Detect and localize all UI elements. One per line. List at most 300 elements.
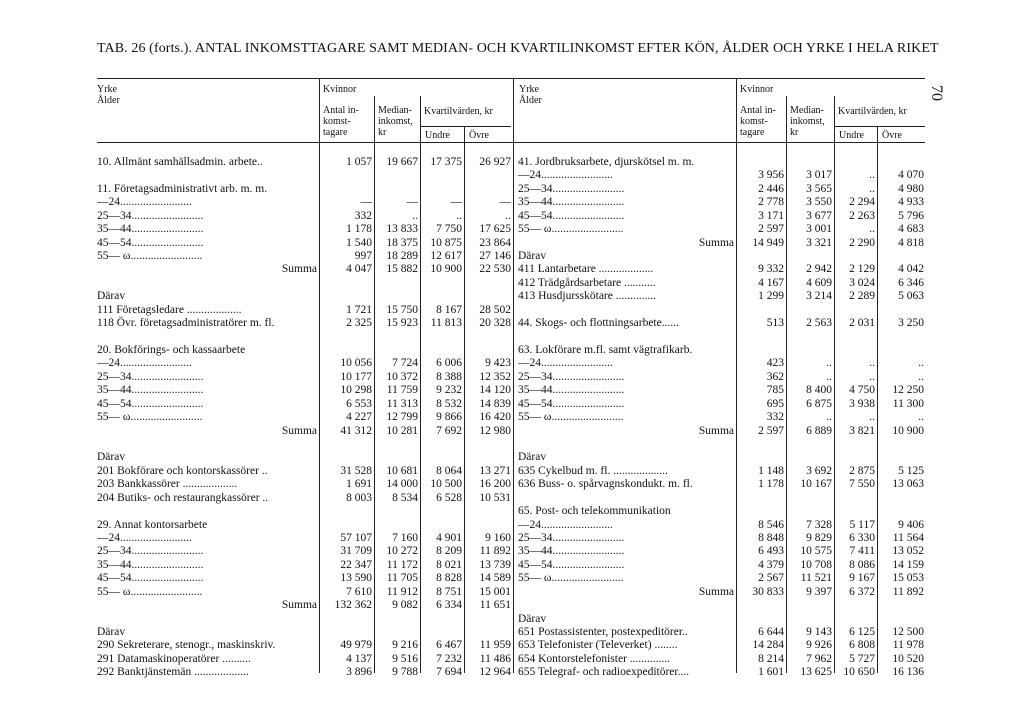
- cell-undre: 6 372: [849, 585, 875, 598]
- cell-antal: 4 379: [758, 558, 784, 571]
- cell-ovre: 12 250: [892, 384, 924, 397]
- cell-median: 3 565: [806, 182, 832, 195]
- cell-antal: 6 553: [346, 397, 372, 410]
- row-label: [97, 330, 317, 344]
- left-header-median-3: kr: [378, 127, 387, 138]
- right-col-divider-2: [786, 96, 787, 673]
- cell-antal: [321, 276, 372, 290]
- cell-antal: 2 325: [346, 317, 372, 330]
- cell-median: [788, 303, 832, 317]
- cell-undre: [836, 343, 875, 357]
- row-label: Därav: [518, 612, 547, 625]
- cell-undre: 10 900: [430, 263, 462, 276]
- row-label: [518, 437, 734, 451]
- cell-antal: [738, 343, 784, 357]
- cell-ovre: 13 052: [892, 545, 924, 558]
- cell-antal: 785: [766, 384, 784, 397]
- cell-ovre: [466, 276, 511, 290]
- cell-median: 11 705: [386, 572, 418, 585]
- cell-antal: [738, 612, 784, 626]
- cell-median: 11 912: [386, 585, 418, 598]
- left-col-divider-2: [374, 96, 375, 673]
- cell-median: ..: [826, 411, 832, 424]
- row-label: Därav: [97, 290, 126, 303]
- cell-undre: 2 875: [849, 464, 875, 477]
- cell-antal: 332: [766, 411, 784, 424]
- cell-ovre: [466, 612, 511, 626]
- top-rule: [97, 78, 925, 79]
- cell-undre: [422, 276, 462, 290]
- cell-median: 12 799: [386, 411, 418, 424]
- cell-undre: —: [450, 196, 462, 209]
- cell-antal: 41 312: [340, 424, 372, 437]
- row-label: —24.........................: [518, 357, 613, 370]
- row-label: [97, 168, 317, 182]
- cell-ovre: [879, 343, 924, 357]
- right-col-divider-3: [834, 96, 835, 673]
- cell-median: 9 516: [392, 652, 418, 665]
- cell-antal: 2 446: [758, 182, 784, 195]
- cell-undre: 2 289: [849, 290, 875, 303]
- right-kvartil-rule: [834, 126, 925, 127]
- cell-ovre: 4 070: [898, 169, 924, 182]
- cell-median: 10 708: [800, 558, 832, 571]
- cell-ovre: 6 346: [898, 276, 924, 289]
- cell-ovre: 5 063: [898, 290, 924, 303]
- row-label: 201 Bokförare och kontorskassörer ..: [97, 464, 268, 477]
- row-label: [97, 437, 317, 451]
- cell-undre: 8 064: [436, 464, 462, 477]
- cell-median: 13 833: [386, 223, 418, 236]
- cell-median: [376, 276, 418, 290]
- cell-median: 2 563: [806, 317, 832, 330]
- header-bottom-rule: [97, 142, 925, 143]
- cell-antal: 2 778: [758, 196, 784, 209]
- cell-antal: 9 332: [758, 263, 784, 276]
- cell-median: [376, 450, 418, 464]
- cell-antal: 30 833: [752, 585, 784, 598]
- cell-median: 11 172: [386, 558, 418, 571]
- cell-undre: 17 375: [430, 156, 462, 168]
- cell-ovre: 14 839: [479, 397, 511, 410]
- right-col-divider-4: [877, 126, 878, 673]
- cell-undre: [836, 249, 875, 263]
- cell-ovre: [879, 504, 924, 518]
- row-label: 10. Allmänt samhällsadmin. arbete..: [97, 156, 263, 168]
- cell-antal: 4 227: [346, 411, 372, 424]
- left-header-yrke: Yrke: [97, 84, 117, 95]
- cell-antal: 2 597: [758, 424, 784, 437]
- cell-median: 7 962: [806, 652, 832, 665]
- right-header-antal-3: tagare: [740, 127, 765, 138]
- cell-antal: [738, 330, 784, 344]
- cell-ovre: [879, 598, 924, 612]
- summa-label: Summa: [698, 236, 734, 249]
- cell-median: 3 017: [806, 169, 832, 182]
- cell-antal: [321, 289, 372, 303]
- cell-antal: 7 610: [346, 585, 372, 598]
- cell-ovre: 9 423: [485, 357, 511, 370]
- cell-median: ..: [826, 357, 832, 370]
- row-label: 25—34.........................: [518, 370, 625, 383]
- row-label: 45—54.........................: [518, 209, 625, 222]
- cell-median: [788, 612, 832, 626]
- cell-ovre: 11 651: [479, 599, 511, 612]
- cell-undre: 6 528: [436, 491, 462, 504]
- row-label: 413 Husdjursskötare ..............: [518, 290, 656, 303]
- cell-undre: ..: [869, 357, 875, 370]
- cell-ovre: 10 900: [892, 424, 924, 437]
- row-label: 204 Butiks- och restaurangkassörer ..: [97, 491, 269, 504]
- cell-ovre: 4 980: [898, 182, 924, 195]
- row-label: 291 Datamaskinoperatörer ..........: [97, 652, 251, 665]
- cell-ovre: 23 864: [479, 236, 511, 249]
- cell-undre: 6 125: [849, 626, 875, 639]
- cell-ovre: 4 042: [898, 263, 924, 276]
- cell-undre: 10 875: [430, 236, 462, 249]
- cell-undre: [836, 491, 875, 505]
- cell-median: [376, 182, 418, 196]
- cell-ovre: 27 146: [479, 250, 511, 262]
- cell-antal: 8 214: [758, 652, 784, 665]
- cell-ovre: 13 063: [892, 478, 924, 491]
- cell-median: [376, 612, 418, 626]
- cell-undre: 8 021: [436, 558, 462, 571]
- left-header-antal-3: tagare: [323, 127, 348, 138]
- cell-antal: 6 644: [758, 626, 784, 639]
- cell-ovre: [879, 612, 924, 626]
- cell-antal: [321, 518, 372, 532]
- cell-ovre: [879, 491, 924, 505]
- row-label: 11. Företagsadministrativt arb. m. m.: [97, 182, 268, 195]
- cell-ovre: 9 160: [485, 532, 511, 545]
- cell-antal: [321, 450, 372, 464]
- cell-undre: 10 650: [843, 666, 875, 679]
- row-label: 35—44.........................: [97, 223, 204, 236]
- cell-median: 3 214: [806, 290, 832, 303]
- row-label: [97, 612, 317, 626]
- cell-antal: 1 299: [758, 290, 784, 303]
- cell-antal: [321, 330, 372, 344]
- page-number: 70: [928, 85, 945, 101]
- cell-undre: 6 808: [849, 639, 875, 652]
- cell-ovre: [879, 155, 924, 169]
- cell-undre: ..: [869, 169, 875, 182]
- cell-ovre: [466, 437, 511, 451]
- cell-median: 10 575: [800, 545, 832, 558]
- cell-ovre: 14 589: [479, 572, 511, 585]
- cell-median: 9 829: [806, 532, 832, 545]
- summa-label: Summa: [281, 599, 317, 612]
- cell-ovre: [879, 249, 924, 263]
- cell-undre: 7 550: [849, 478, 875, 491]
- cell-median: 15 923: [386, 317, 418, 330]
- cell-median: 6 889: [806, 424, 832, 437]
- row-label: 45—54.........................: [518, 397, 625, 410]
- row-label: —24.........................: [518, 169, 613, 182]
- left-header-median-2: inkomst,: [378, 116, 413, 127]
- cell-undre: [422, 612, 462, 626]
- cell-median: 7 160: [392, 532, 418, 545]
- cell-undre: [836, 303, 875, 317]
- right-header-median-2: inkomst,: [790, 116, 825, 127]
- row-label: 111 Företagsledare ...................: [97, 303, 242, 316]
- cell-antal: 1 148: [758, 464, 784, 477]
- left-header-undre: Undre: [425, 130, 450, 141]
- cell-ovre: 11 978: [892, 639, 924, 652]
- cell-antal: 22 347: [340, 558, 372, 571]
- cell-undre: ..: [869, 182, 875, 195]
- cell-ovre: 16 136: [892, 666, 924, 679]
- cell-median: 8 400: [806, 384, 832, 397]
- summa-label: Summa: [281, 424, 317, 437]
- cell-ovre: 14 159: [892, 558, 924, 571]
- row-label: 29. Annat kontorsarbete: [97, 518, 208, 531]
- cell-antal: 6 493: [758, 545, 784, 558]
- cell-undre: 5 117: [849, 518, 875, 531]
- cell-ovre: [879, 330, 924, 344]
- cell-undre: [422, 168, 462, 182]
- summa-label: Summa: [281, 263, 317, 276]
- cell-antal: [321, 182, 372, 196]
- cell-antal: 8 003: [346, 491, 372, 504]
- cell-antal: [738, 491, 784, 505]
- cell-antal: 10 177: [340, 370, 372, 383]
- right-col-divider-1: [736, 78, 737, 673]
- row-label: 45—54.........................: [97, 572, 204, 585]
- cell-undre: [422, 504, 462, 518]
- cell-median: [376, 330, 418, 344]
- cell-ovre: 5 796: [898, 209, 924, 222]
- cell-median: 2 942: [806, 263, 832, 276]
- cell-ovre: [466, 625, 511, 639]
- cell-ovre: ..: [505, 209, 511, 222]
- cell-ovre: 12 980: [479, 424, 511, 437]
- cell-antal: 4 167: [758, 276, 784, 289]
- cell-ovre: 12 352: [479, 370, 511, 383]
- cell-undre: 2 290: [849, 236, 875, 249]
- cell-antal: 8 848: [758, 532, 784, 545]
- cell-median: 14 000: [386, 478, 418, 491]
- row-label: 25—34.........................: [518, 182, 625, 195]
- cell-undre: [836, 155, 875, 169]
- row-label: 45—54.........................: [518, 558, 625, 571]
- cell-median: 3 677: [806, 209, 832, 222]
- row-label: 653 Telefonister (Televerket) ........: [518, 639, 678, 652]
- cell-undre: [836, 330, 875, 344]
- cell-antal: 10 056: [340, 357, 372, 370]
- cell-ovre: [466, 182, 511, 196]
- row-label: 118 Övr. företagsadministratörer m. fl.: [97, 317, 275, 330]
- cell-undre: ..: [869, 370, 875, 383]
- cell-undre: 8 532: [436, 397, 462, 410]
- cell-undre: [836, 504, 875, 518]
- row-label: 635 Cykelbud m. fl. ...................: [518, 464, 668, 477]
- row-label: —24.........................: [97, 196, 192, 209]
- cell-undre: [836, 598, 875, 612]
- row-label: Därav: [518, 451, 547, 464]
- row-label: 412 Trädgårdsarbetare ...........: [518, 276, 656, 289]
- cell-antal: 513: [766, 317, 784, 330]
- cell-antal: [321, 625, 372, 639]
- cell-median: —: [406, 196, 418, 209]
- cell-median: 7 328: [806, 518, 832, 531]
- cell-undre: ..: [456, 209, 462, 222]
- row-label: [518, 598, 734, 612]
- cell-ovre: 10 531: [479, 491, 511, 504]
- cell-median: 10 681: [386, 464, 418, 477]
- cell-antal: 49 979: [340, 639, 372, 652]
- cell-ovre: [879, 303, 924, 317]
- cell-ovre: 3 250: [898, 317, 924, 330]
- left-kvartil-rule: [420, 126, 511, 127]
- cell-ovre: 28 502: [479, 303, 511, 316]
- row-label: 25—34.........................: [518, 532, 625, 545]
- cell-antal: [321, 343, 372, 357]
- cell-ovre: 26 927: [479, 156, 511, 168]
- row-label: [518, 303, 734, 317]
- right-header-undre: Undre: [839, 130, 864, 141]
- cell-antal: 31 709: [340, 545, 372, 558]
- left-header-kvartil: Kvartilvärden, kr: [424, 106, 493, 117]
- cell-ovre: 13 739: [479, 558, 511, 571]
- cell-undre: 2 031: [849, 317, 875, 330]
- row-label: [97, 276, 317, 290]
- row-label: [97, 504, 317, 518]
- row-label: 411 Lantarbetare ...................: [518, 263, 654, 276]
- cell-ovre: 4 933: [898, 196, 924, 209]
- left-header-antal-2: komst-: [323, 116, 351, 127]
- center-divider: [513, 78, 514, 673]
- cell-undre: 8 167: [436, 303, 462, 316]
- cell-median: [788, 450, 832, 464]
- cell-median: [788, 598, 832, 612]
- cell-undre: 3 938: [849, 397, 875, 410]
- cell-median: 9 926: [806, 639, 832, 652]
- cell-ovre: ..: [918, 370, 924, 383]
- cell-median: 11 759: [386, 384, 418, 397]
- cell-undre: [422, 343, 462, 357]
- right-header-median-1: Median-: [790, 105, 824, 116]
- cell-antal: 1 057: [346, 156, 372, 168]
- row-label: [518, 491, 734, 505]
- cell-undre: 7 694: [436, 666, 462, 679]
- cell-ovre: 15 053: [892, 572, 924, 585]
- cell-ovre: [879, 437, 924, 451]
- cell-antal: 3 171: [758, 209, 784, 222]
- cell-undre: 8 751: [436, 585, 462, 598]
- cell-median: [376, 518, 418, 532]
- cell-ovre: 5 125: [898, 464, 924, 477]
- cell-ovre: —: [499, 196, 511, 209]
- cell-antal: [738, 249, 784, 263]
- right-header-antal-1: Antal in-: [740, 105, 776, 116]
- cell-antal: 57 107: [340, 532, 372, 545]
- cell-median: [376, 168, 418, 182]
- cell-ovre: 12 964: [479, 666, 511, 679]
- cell-antal: 8 546: [758, 518, 784, 531]
- cell-median: 10 372: [386, 370, 418, 383]
- cell-antal: —: [360, 196, 372, 209]
- cell-ovre: 11 300: [892, 397, 924, 410]
- row-label: 655 Telegraf- och radioexpeditörer....: [518, 666, 690, 679]
- cell-antal: 1 691: [346, 478, 372, 491]
- cell-median: [376, 289, 418, 303]
- summa-label: Summa: [698, 585, 734, 598]
- cell-ovre: 14 120: [479, 384, 511, 397]
- cell-median: 10 272: [386, 545, 418, 558]
- cell-undre: 4 901: [436, 532, 462, 545]
- row-label: 35—44.........................: [518, 384, 625, 397]
- left-header-median-1: Median-: [378, 105, 412, 116]
- summa-label: Summa: [698, 424, 734, 437]
- row-label: 35—44.........................: [518, 196, 625, 209]
- cell-median: 10 167: [800, 478, 832, 491]
- cell-antal: [738, 598, 784, 612]
- right-header-antal-2: komst-: [740, 116, 768, 127]
- cell-ovre: [466, 504, 511, 518]
- cell-median: 6 875: [806, 397, 832, 410]
- row-label: 35—44.........................: [518, 545, 625, 558]
- cell-median: 3 321: [806, 236, 832, 249]
- cell-undre: 7 411: [849, 545, 875, 558]
- cell-ovre: ..: [918, 411, 924, 424]
- cell-antal: 695: [766, 397, 784, 410]
- cell-median: 9 788: [392, 666, 418, 679]
- cell-undre: [422, 289, 462, 303]
- cell-median: 9 397: [806, 585, 832, 598]
- cell-median: 19 667: [386, 156, 418, 168]
- cell-antal: 423: [766, 357, 784, 370]
- row-label: 25—34.........................: [97, 209, 204, 222]
- cell-antal: [738, 450, 784, 464]
- cell-antal: 13 590: [340, 572, 372, 585]
- cell-ovre: [466, 330, 511, 344]
- cell-undre: [422, 182, 462, 196]
- row-label: 55— ω.........................: [518, 223, 624, 236]
- cell-median: 3 001: [806, 223, 832, 236]
- cell-antal: 332: [354, 209, 372, 222]
- row-label: 654 Kontorstelefonister ..............: [518, 652, 671, 665]
- cell-median: ..: [412, 209, 418, 222]
- cell-antal: 14 949: [752, 236, 784, 249]
- cell-undre: 8 209: [436, 545, 462, 558]
- row-label: 20. Bokförings- och kassaarbete: [97, 344, 246, 357]
- cell-ovre: 11 892: [892, 585, 924, 598]
- cell-antal: [738, 504, 784, 518]
- cell-undre: 8 388: [436, 370, 462, 383]
- row-label: 25—34.........................: [97, 545, 204, 558]
- cell-ovre: [466, 343, 511, 357]
- cell-ovre: 11 892: [479, 545, 511, 558]
- left-col-divider-1: [319, 78, 320, 673]
- cell-antal: 132 362: [334, 599, 372, 612]
- cell-ovre: 9 406: [898, 518, 924, 531]
- cell-undre: 8 086: [849, 558, 875, 571]
- cell-undre: ..: [869, 411, 875, 424]
- cell-antal: 14 284: [752, 639, 784, 652]
- row-label: 35—44.........................: [97, 558, 204, 571]
- row-label: 290 Sekreterare, stenogr., maskinskriv.: [97, 639, 276, 652]
- row-label: —24.........................: [518, 518, 613, 531]
- cell-median: 18 289: [386, 250, 418, 262]
- cell-antal: 2 597: [758, 223, 784, 236]
- right-header-kvinnor: Kvinnor: [740, 84, 774, 95]
- cell-antal: 1 540: [346, 236, 372, 249]
- cell-median: 8 534: [392, 491, 418, 504]
- cell-median: [788, 491, 832, 505]
- cell-median: ..: [826, 370, 832, 383]
